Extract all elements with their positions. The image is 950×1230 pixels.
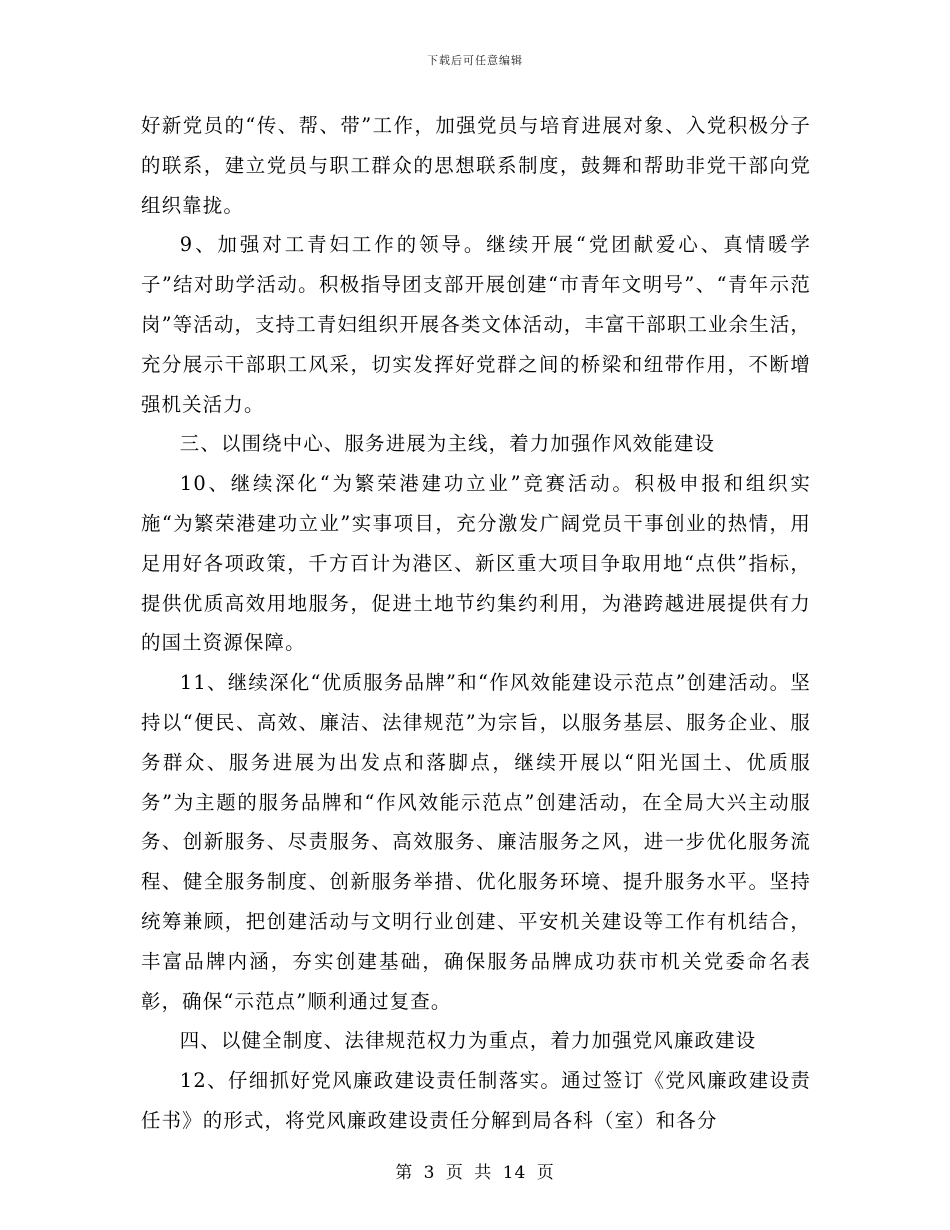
page-header: 下载后可任意编辑 (427, 54, 523, 67)
paragraph-item-12: 12、仔细抓好党风廉政建设责任制落实。通过签订《党风廉政建设责任书》的形式，将党风廉政建设责任分解到局各科（室）和各分 (141, 1069, 811, 1132)
section-heading-4: 四、以健全制度、法律规范权力为重点，着力加强党风廉政建设 (179, 1029, 757, 1053)
document-body (141, 106, 811, 1141)
paragraph: 好新党员的“传、帮、带”工作，加强党员与培育进展对象、入党积极分子的联系，建立党员与职工群众的思想联系制度，鼓舞和帮助非党干部向党组织靠拢。 (141, 114, 811, 217)
page-number-footer: 第 3 页 共 14 页 (395, 1163, 555, 1183)
paragraph-item-9: 9、加强对工青妇工作的领导。继续开展“党团献爱心、真情暖学子”结对助学活动。积极指导团支部开展创建“市青年文明号”、“青年示范岗”等活动，支持工青妇组织开展各类文体活动，丰富干部职工业余生活，充分展示干部职工风采，切实发挥好党群之间的桥梁和纽带作用，不断增强机关活力。 (141, 233, 812, 416)
paragraph-item-10: 10、继续深化“为繁荣港建功立业”竞赛活动。积极申报和组织实施“为繁荣港建功立业”实事项目，充分激发广阔党员干事创业的热情，用足用好各项政策，千方百计为港区、新区重大项目争取用地“点供”指标，提供优质高效用地服务，促进土地节约集约利用，为港跨越进展提供有力的国土资源保障。 (141, 472, 811, 655)
paragraph-item-11: 11、继续深化“优质服务品牌”和“作风效能建设示范点”创建活动。坚持以“便民、高效、廉洁、法律规范”为宗旨，以服务基层、服务企业、服务群众、服务进展为出发点和落脚点，继续开展以“阳光国土、优质服务”为主题的服务品牌和“作风效能示范点”创建活动，在全局大兴主动服务、创新服务、尽责服务、高效服务、廉洁服务之风，进一步优化服务流程、健全服务制度、创新服务举措、优化服务环境、提升服务水平。坚持统筹兼顾，把创建活动与文明行业创建、平安机关建设等工作有机结合，丰富品牌内涵，夯实创建基础，确保服务品牌成功获市机关党委命名表彰，确保“示范点”顺利通过复查。 (141, 671, 811, 1013)
section-heading-3: 三、以围绕中心、服务进展为主线，着力加强作风效能建设 (179, 432, 716, 456)
